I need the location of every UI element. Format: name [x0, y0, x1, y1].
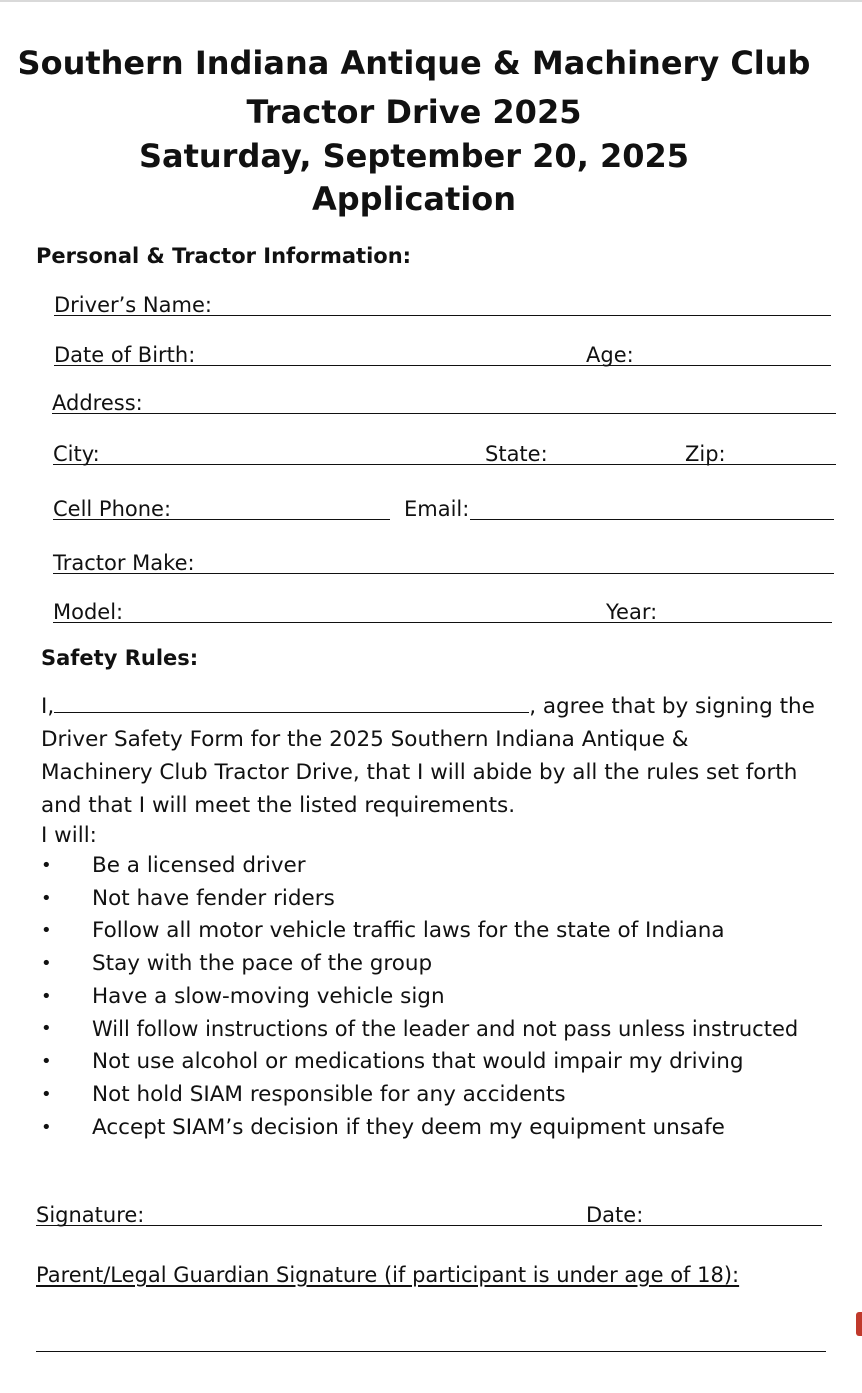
- bullet-icon: •: [41, 1116, 52, 1138]
- date-of-birth-label: Date of Birth:: [54, 343, 196, 367]
- rule-text: Not hold SIAM responsible for any accidents: [92, 1081, 566, 1107]
- rule-text: Accept SIAM’s decision if they deem my equipment unsafe: [92, 1114, 725, 1140]
- bullet-icon: •: [41, 920, 52, 942]
- bullet-icon: •: [41, 1018, 52, 1040]
- city-label: City:: [53, 442, 100, 466]
- safety-section-heading: Safety Rules:: [41, 646, 199, 670]
- email-line[interactable]: [470, 519, 834, 520]
- i-will-label: I will:: [41, 823, 97, 848]
- rule-text: Will follow instructions of the leader and not pass unless instructed: [92, 1017, 799, 1042]
- club-title: Southern Indiana Antique & Machinery Club: [17, 44, 811, 82]
- cell-phone-line[interactable]: [53, 519, 390, 520]
- agreement-paragraph: [41, 690, 841, 850]
- guardian-signature-line[interactable]: [36, 1351, 826, 1352]
- signature-date-line[interactable]: [36, 1225, 822, 1226]
- model-year-line[interactable]: [53, 622, 832, 623]
- agreement-first-line: [41, 690, 841, 723]
- bullet-icon: •: [41, 1051, 52, 1073]
- dob-age-line[interactable]: [54, 365, 831, 366]
- personal-section-heading: Personal & Tractor Information:: [36, 244, 412, 268]
- rule-text: Stay with the pace of the group: [92, 951, 433, 977]
- drivers-name-label: Driver’s Name:: [54, 293, 212, 317]
- event-title: Tractor Drive 2025: [246, 93, 582, 131]
- event-date: Saturday, September 20, 2025: [138, 137, 690, 175]
- bullet-icon: •: [41, 1083, 52, 1105]
- edge-mark: [856, 1312, 862, 1336]
- cell-phone-label: Cell Phone:: [53, 497, 172, 521]
- signature-date-label: Date:: [586, 1203, 644, 1227]
- agreement-line: and that I will meet the listed requirements.: [41, 793, 516, 818]
- signature-label: Signature:: [36, 1203, 145, 1227]
- bullet-icon: •: [41, 855, 52, 876]
- tractor-make-line[interactable]: [53, 573, 834, 574]
- guardian-signature-label: Parent/Legal Guardian Signature (if participant is under age of 18):: [36, 1263, 740, 1287]
- rule-text: Not have fender riders: [92, 885, 335, 911]
- bullet-icon: •: [41, 953, 52, 975]
- agreement-prefix: I,: [41, 694, 55, 719]
- rule-text: Be a licensed driver: [92, 853, 306, 878]
- agreement-line: Driver Safety Form for the 2025 Southern Indiana Antique &: [41, 727, 689, 752]
- address-line[interactable]: [52, 413, 836, 414]
- drivers-name-line[interactable]: [54, 315, 831, 316]
- state-label: State:: [485, 442, 548, 466]
- age-label: Age:: [586, 343, 634, 367]
- tractor-make-label: Tractor Make:: [53, 551, 195, 575]
- address-label: Address:: [52, 391, 143, 415]
- rule-text: Not use alcohol or medications that would impair my driving: [92, 1049, 744, 1075]
- top-border: [0, 0, 862, 2]
- rule-text: Have a slow-moving vehicle sign: [92, 983, 445, 1009]
- model-label: Model:: [53, 600, 124, 624]
- bullet-icon: •: [41, 985, 52, 1007]
- agreement-suffix: , agree that by signing the: [529, 694, 815, 719]
- form-type-title: Application: [311, 180, 517, 218]
- agreement-line: Machinery Club Tractor Drive, that I will abide by all the rules set forth: [41, 760, 798, 785]
- email-label: Email:: [404, 497, 470, 521]
- zip-label: Zip:: [685, 442, 726, 466]
- bullet-icon: •: [41, 887, 52, 909]
- year-label: Year:: [606, 600, 658, 624]
- participant-name-blank[interactable]: [54, 690, 529, 713]
- city-state-zip-line[interactable]: [53, 464, 836, 465]
- rule-text: Follow all motor vehicle traffic laws for the state of Indiana: [92, 918, 725, 944]
